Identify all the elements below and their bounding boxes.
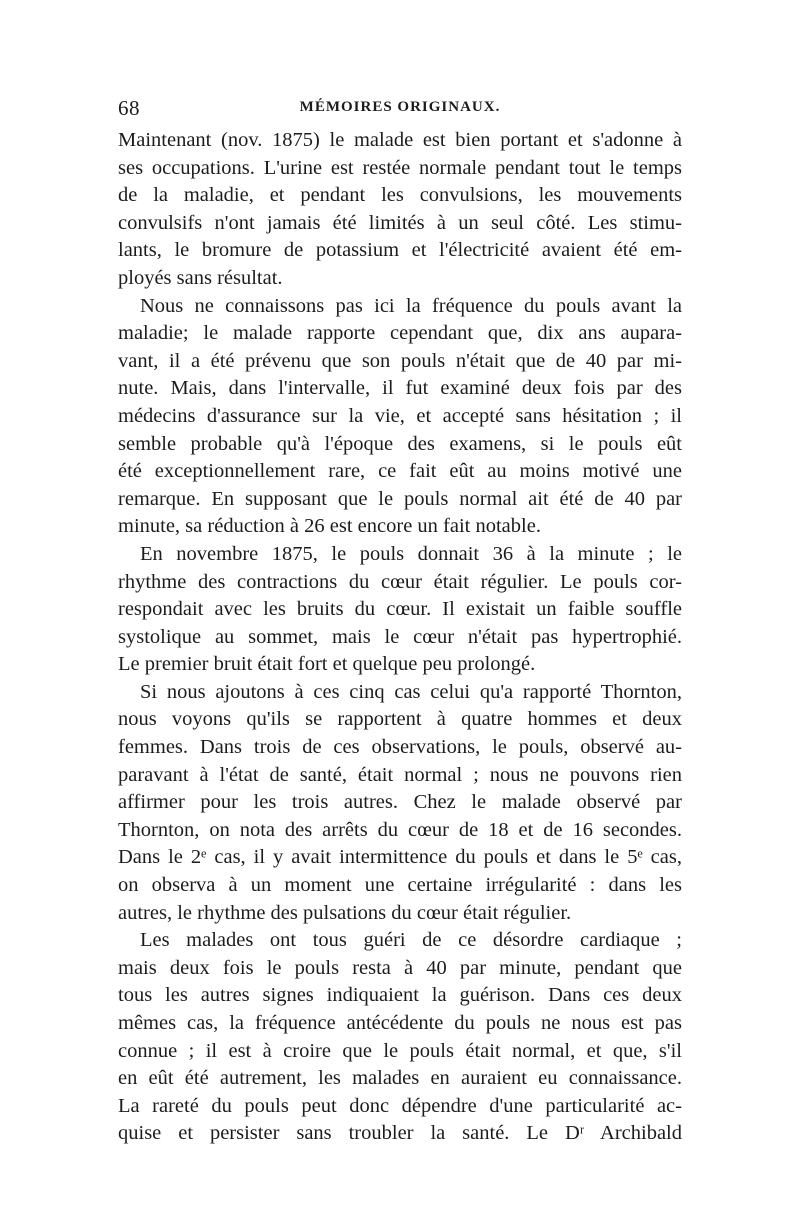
text-line: minute, sa réduction à 26 est encore un fait notable.: [118, 515, 541, 538]
text-line: remarque. En supposant que le pouls normal ait été de 40 par: [118, 487, 682, 510]
text-line: lants, le bromure de potassium et l'électricité avaient été em-: [118, 239, 682, 262]
text-line: Maintenant (nov. 1875) le malade est bien portant et s'adonne à: [118, 129, 682, 151]
text-line: été exceptionnellement rare, ce fait eût au moins motivé une: [118, 460, 682, 483]
text-line: mêmes cas, la fréquence antécédente du pouls ne nous est pas: [118, 1012, 682, 1034]
running-header: [118, 96, 682, 122]
text-line: de la maladie, et pendant les convulsions, les mouvements: [118, 184, 682, 207]
text-line: La rareté du pouls peut donc dépendre d'une particularité ac-: [118, 1094, 682, 1117]
text-line: femmes. Dans trois de ces observations, le pouls, observé au-: [118, 736, 682, 759]
text-line: nute. Mais, dans l'intervalle, il fut examiné deux fois par des: [118, 377, 682, 400]
text-line: ses occupations. L'urine est restée normale pendant tout le temps: [118, 156, 682, 179]
text-line: semble probable qu'à l'époque des examens, si le pouls eût: [118, 432, 682, 455]
text-line: médecins d'assurance sur la vie, et accepté sans hésitation ; il: [118, 404, 682, 427]
text-line: rhythme des contractions du cœur était régulier. Le pouls cor-: [118, 570, 682, 593]
text-line: Nous ne connaissons pas ici la fréquence du pouls avant la: [140, 294, 682, 317]
text-line: Thornton, on nota des arrêts du cœur de 18 et de 16 secondes.: [118, 818, 682, 841]
text-line: convulsifs n'ont jamais été limités à un seul côté. Les stimu-: [118, 211, 682, 234]
text-line: nous voyons qu'ils se rapportent à quatre hommes et deux: [118, 708, 682, 731]
running-header-title: MÉMOIRES ORIGINAUX.: [299, 99, 501, 115]
text-line: on observa à un moment une certaine irrégularité : dans les: [118, 874, 682, 897]
text-line: systolique au sommet, mais le cœur n'était pas hypertrophié.: [118, 625, 682, 648]
text-line: autres, le rhythme des pulsations du cœur était régulier.: [118, 901, 572, 924]
text-line: Dans le 2ᵉ cas, il y avait intermittence du pouls et dans le 5ᵉ cas,: [118, 846, 682, 869]
text-line: quise et persister sans troubler la santé. Le Dʳ Archibald: [118, 1122, 682, 1145]
text-line: ployés sans résultat.: [118, 266, 283, 289]
text-line: Si nous ajoutons à ces cinq cas celui qu'a rapporté Thornton,: [140, 680, 682, 703]
page-number: 68: [118, 96, 140, 120]
text-line: affirmer pour les trois autres. Chez le malade observé par: [118, 791, 682, 814]
text-line: mais deux fois le pouls resta à 40 par minute, pendant que: [118, 956, 682, 979]
text-line: En novembre 1875, le pouls donnait 36 à la minute ; le: [140, 542, 682, 565]
text-line: connue ; il est à croire que le pouls était normal, et que, s'il: [118, 1039, 682, 1062]
text-line: Les malades ont tous guéri de ce désordre cardiaque ;: [140, 929, 682, 952]
text-line: tous les autres signes indiquaient la guérison. Dans ces deux: [118, 984, 682, 1007]
text-line: paravant à l'état de santé, était normal ; nous ne pouvons rien: [118, 763, 682, 786]
body-text: [118, 127, 682, 1148]
text-line: vant, il a été prévenu que son pouls n'était que de 40 par mi-: [118, 349, 682, 372]
text-line: maladie; le malade rapporte cependant que, dix ans aupara-: [118, 322, 682, 345]
text-line: en eût été autrement, les malades en auraient eu connaissance.: [118, 1067, 682, 1090]
text-line: respondait avec les bruits du cœur. Il existait un faible souffle: [118, 598, 682, 621]
text-line: Le premier bruit était fort et quelque peu prolongé.: [118, 653, 536, 676]
